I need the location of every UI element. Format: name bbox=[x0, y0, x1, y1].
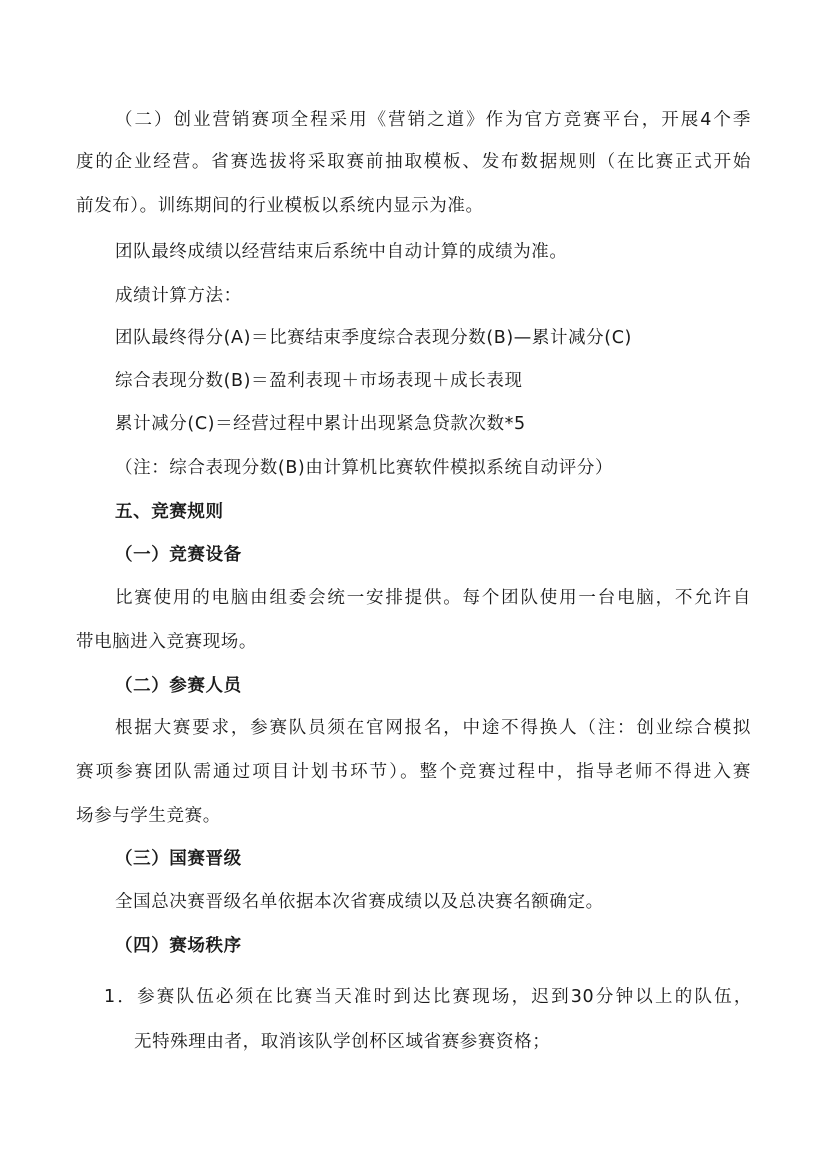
section-heading: 五、竞赛规则 bbox=[115, 502, 224, 522]
formula-composite-score: 综合表现分数(B)＝盈利表现＋市场表现＋成长表现 bbox=[115, 371, 523, 391]
subsection-heading: （一）竞赛设备 bbox=[115, 545, 242, 565]
list-item-line: 无特殊理由者，取消该队学创杯区域省赛参赛资格； bbox=[134, 1032, 551, 1052]
calc-method-title: 成绩计算方法： bbox=[115, 286, 242, 306]
paragraph-line: 场参与学生竞赛。 bbox=[76, 806, 221, 826]
formula-final-score: 团队最终得分(A)＝比赛结束季度综合表现分数(B)—累计减分(C) bbox=[115, 328, 632, 348]
list-item-line: 1．参赛队伍必须在比赛当天准时到达比赛现场，迟到30分钟以上的队伍， bbox=[104, 987, 752, 1007]
paragraph-line: 赛项参赛团队需通过项目计划书环节）。整个竞赛过程中，指导老师不得进入赛 bbox=[76, 762, 751, 782]
subsection-heading: （二）参赛人员 bbox=[115, 676, 242, 696]
paragraph-line: 全国总决赛晋级名单依据本次省赛成绩以及总决赛名额确定。 bbox=[115, 892, 604, 912]
paragraph: 团队最终成绩以经营结束后系统中自动计算的成绩为准。 bbox=[115, 242, 568, 262]
note: （注：综合表现分数(B)由计算机比赛软件模拟系统自动评分） bbox=[115, 458, 614, 478]
paragraph-line: （二）创业营销赛项全程采用《营销之道》作为官方竞赛平台，开展4个季 bbox=[115, 110, 751, 130]
paragraph-line: 度的企业经营。省赛选拔将采取赛前抽取模板、发布数据规则（在比赛正式开始 bbox=[76, 152, 751, 172]
paragraph-line: 根据大赛要求，参赛队员须在官网报名，中途不得换人（注：创业综合模拟 bbox=[115, 718, 751, 738]
subsection-heading: （四）赛场秩序 bbox=[115, 936, 242, 956]
paragraph-line: 比赛使用的电脑由组委会统一安排提供。每个团队使用一台电脑，不允许自 bbox=[115, 588, 751, 608]
paragraph-line: 带电脑进入竞赛现场。 bbox=[76, 632, 257, 652]
formula-deduction: 累计减分(C)＝经营过程中累计出现紧急贷款次数*5 bbox=[115, 414, 526, 434]
subsection-heading: （三）国赛晋级 bbox=[115, 849, 242, 869]
paragraph-line: 前发布）。训练期间的行业模板以系统内显示为准。 bbox=[76, 196, 484, 216]
